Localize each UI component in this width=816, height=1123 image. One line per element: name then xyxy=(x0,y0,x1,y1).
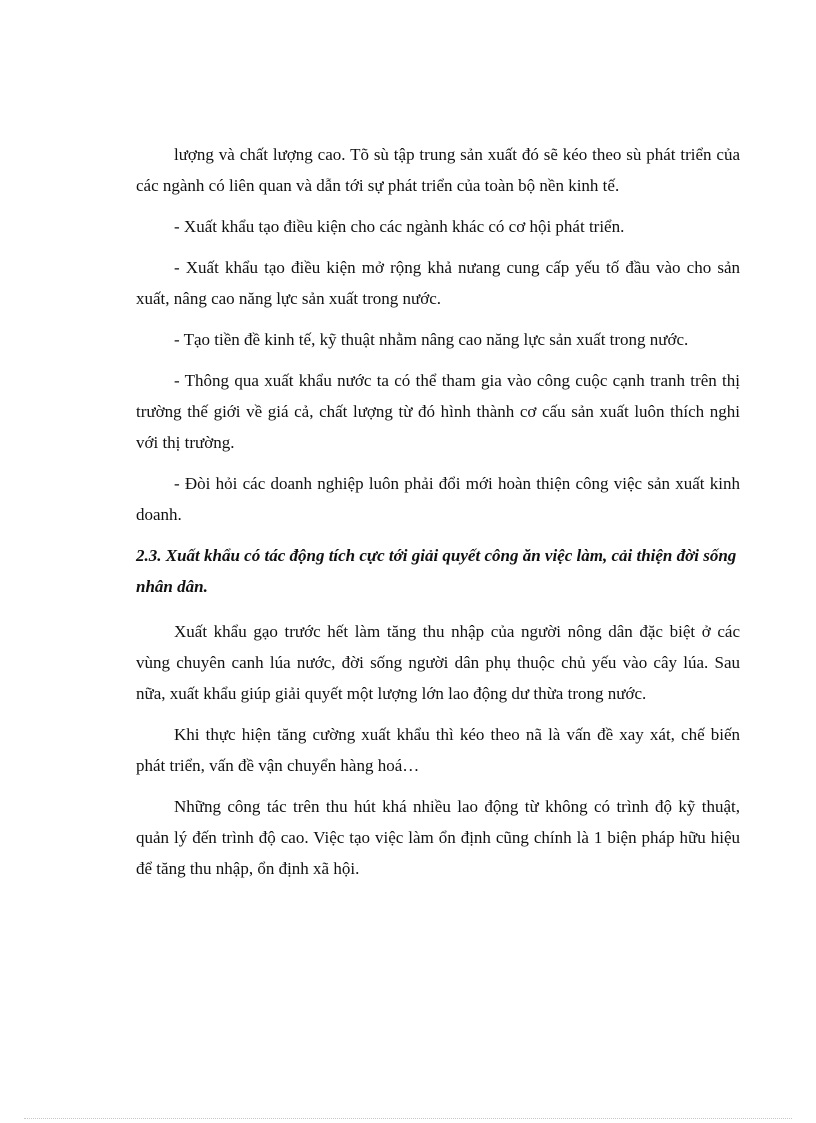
bullet-paragraph: - Đòi hỏi các doanh nghiệp luôn phải đổi mới hoàn thiện công việc sản xuất kinh doanh. xyxy=(136,474,740,524)
paragraph: lượng và chất lượng cao. Tõ sù tập trung sản xuất đó sẽ kéo theo sù phát triển của các ngành có liên quan và dẫn tới sự phát triển của toàn bộ nền kinh tế. xyxy=(136,145,740,195)
page-bottom-divider xyxy=(24,1118,792,1119)
bullet-paragraph: - Tạo tiền đề kinh tế, kỹ thuật nhằm nâng cao năng lực sản xuất trong nước. xyxy=(174,330,689,349)
paragraph: Khi thực hiện tăng cường xuất khẩu thì kéo theo nã là vấn đề xay xát, chế biến phát triển, vấn đề vận chuyển hàng hoá… xyxy=(136,725,740,775)
paragraph: Những công tác trên thu hút khá nhiều lao động từ không có trình độ kỹ thuật, quản lý đến trình độ cao. Việc tạo việc làm ổn định cũng chính là 1 biện pháp hữu hiệu để tăng thu nhập, ổn định xã hội. xyxy=(136,797,740,878)
bullet-paragraph: - Xuất khẩu tạo điều kiện cho các ngành khác có cơ hội phát triển. xyxy=(174,217,625,236)
section-heading: 2.3. Xuất khẩu có tác động tích cực tới giải quyết công ăn việc làm, cải thiện đời sống nhân dân. xyxy=(136,546,737,596)
document-page xyxy=(136,139,740,894)
bullet-paragraph: - Xuất khẩu tạo điều kiện mở rộng khả nưang cung cấp yếu tố đầu vào cho sản xuất, nâng cao năng lực sản xuất trong nước. xyxy=(136,258,740,308)
bullet-paragraph: - Thông qua xuất khẩu nước ta có thể tham gia vào công cuộc cạnh tranh trên thị trường thế giới về giá cả, chất lượng từ đó hình thành cơ cấu sản xuất luôn thích nghi với thị trường. xyxy=(136,371,740,452)
paragraph: Xuất khẩu gạo trước hết làm tăng thu nhập của người nông dân đặc biệt ở các vùng chuyên canh lúa nước, đời sống người dân phụ thuộc chủ yếu vào cây lúa. Sau nữa, xuất khẩu giúp giải quyết một lượng lớn lao động dư thừa trong nước. xyxy=(136,622,740,703)
